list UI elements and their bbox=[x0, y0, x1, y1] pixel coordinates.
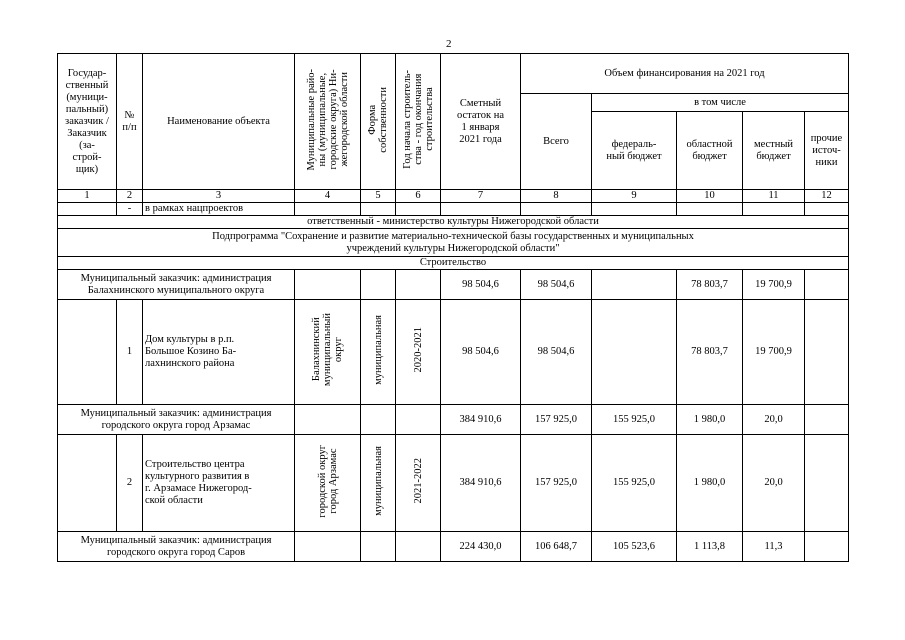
total-cell: 98 504,6 bbox=[521, 270, 592, 300]
object-district: Балахнинский муниципальный округ bbox=[295, 300, 361, 405]
financing-table bbox=[57, 53, 849, 562]
object-row bbox=[58, 300, 849, 405]
balance-cell: 98 504,6 bbox=[441, 300, 521, 405]
customer-row bbox=[58, 405, 849, 435]
federal-cell bbox=[592, 270, 677, 300]
column-number: 7 bbox=[441, 190, 521, 203]
federal-cell: 155 925,0 bbox=[592, 405, 677, 435]
column-number: 4 bbox=[295, 190, 361, 203]
total-cell: 106 648,7 bbox=[521, 532, 592, 562]
header-funding: Объем финансирования на 2021 год bbox=[521, 54, 849, 94]
object-num: 1 bbox=[117, 300, 143, 405]
object-years: 2021-2022 bbox=[396, 435, 441, 532]
object-row bbox=[58, 435, 849, 532]
balance-cell: 98 504,6 bbox=[441, 270, 521, 300]
object-years: 2020-2021 bbox=[396, 300, 441, 405]
np-dash: - bbox=[117, 203, 143, 216]
other-cell bbox=[805, 532, 849, 562]
construction-row: Строительство bbox=[58, 257, 849, 270]
total-cell: 98 504,6 bbox=[521, 300, 592, 405]
regional-cell: 1 980,0 bbox=[677, 405, 743, 435]
national-projects-row bbox=[58, 203, 849, 216]
total-cell: 157 925,0 bbox=[521, 405, 592, 435]
balance-cell: 384 910,6 bbox=[441, 435, 521, 532]
subprogram-row: Подпрограмма "Сохранение и развитие материально-технической базы государственных и муниципальных учреждений культуры Нижегородской области" bbox=[58, 229, 849, 257]
header-customer: Государ- ственный (муници- пальный) заказчик / Заказчик (за- строй- щик) bbox=[58, 54, 117, 190]
federal-cell: 105 523,6 bbox=[592, 532, 677, 562]
object-ownership: муниципальная bbox=[361, 300, 396, 405]
other-cell bbox=[805, 435, 849, 532]
column-numbers-row bbox=[58, 190, 849, 203]
regional-cell: 1 113,8 bbox=[677, 532, 743, 562]
federal-cell bbox=[592, 300, 677, 405]
column-number: 2 bbox=[117, 190, 143, 203]
column-number: 5 bbox=[361, 190, 396, 203]
local-cell: 20,0 bbox=[743, 435, 805, 532]
local-cell: 19 700,9 bbox=[743, 300, 805, 405]
local-cell: 20,0 bbox=[743, 405, 805, 435]
header-num: № п/п bbox=[117, 54, 143, 190]
header-federal: федераль- ный бюджет bbox=[592, 112, 677, 190]
header-other: прочие источ- ники bbox=[805, 112, 849, 190]
responsible-row: ответственный - министерство культуры Нижегородской области bbox=[58, 216, 849, 229]
object-num: 2 bbox=[117, 435, 143, 532]
column-number: 10 bbox=[677, 190, 743, 203]
object-ownership: муниципальная bbox=[361, 435, 396, 532]
page-number: 2 bbox=[446, 38, 452, 50]
regional-cell: 78 803,7 bbox=[677, 270, 743, 300]
local-cell: 11,3 bbox=[743, 532, 805, 562]
total-cell: 157 925,0 bbox=[521, 435, 592, 532]
header-years: Год начала строитель- ства - год окончания строительства bbox=[396, 54, 441, 190]
object-name: Строительство центра культурного развития в г. Арзамасе Нижегород- ской области bbox=[143, 435, 295, 532]
header-district: Муниципальные райо- ны (муниципальные, городские округа) Ни- жегородской области bbox=[295, 54, 361, 190]
column-number: 1 bbox=[58, 190, 117, 203]
other-cell bbox=[805, 270, 849, 300]
other-cell bbox=[805, 405, 849, 435]
column-number: 3 bbox=[143, 190, 295, 203]
column-number: 6 bbox=[396, 190, 441, 203]
column-number: 11 bbox=[743, 190, 805, 203]
local-cell: 19 700,9 bbox=[743, 270, 805, 300]
federal-cell: 155 925,0 bbox=[592, 435, 677, 532]
header-local: местный бюджет bbox=[743, 112, 805, 190]
object-name: Дом культуры в р.п. Большое Козино Ба- лахнинского района bbox=[143, 300, 295, 405]
column-number: 8 bbox=[521, 190, 592, 203]
customer-row bbox=[58, 270, 849, 300]
header-including: в том числе bbox=[592, 94, 849, 112]
np-label: в рамках нацпроектов bbox=[143, 203, 295, 216]
customer-label: Муниципальный заказчик: администрация городского округа город Арзамас bbox=[58, 405, 295, 435]
regional-cell: 1 980,0 bbox=[677, 435, 743, 532]
column-number: 9 bbox=[592, 190, 677, 203]
header-ownership: Форма собственности bbox=[361, 54, 396, 190]
balance-cell: 224 430,0 bbox=[441, 532, 521, 562]
object-district: городской округ город Арзамас bbox=[295, 435, 361, 532]
customer-label: Муниципальный заказчик: администрация городского округа город Саров bbox=[58, 532, 295, 562]
customer-row bbox=[58, 532, 849, 562]
header-balance: Сметный остаток на 1 января 2021 года bbox=[441, 54, 521, 190]
other-cell bbox=[805, 300, 849, 405]
regional-cell: 78 803,7 bbox=[677, 300, 743, 405]
header-total: Всего bbox=[521, 94, 592, 190]
customer-label: Муниципальный заказчик: администрация Балахнинского муниципального округа bbox=[58, 270, 295, 300]
column-number: 12 bbox=[805, 190, 849, 203]
balance-cell: 384 910,6 bbox=[441, 405, 521, 435]
header-regional: областной бюджет bbox=[677, 112, 743, 190]
header-object-name: Наименование объекта bbox=[143, 54, 295, 190]
